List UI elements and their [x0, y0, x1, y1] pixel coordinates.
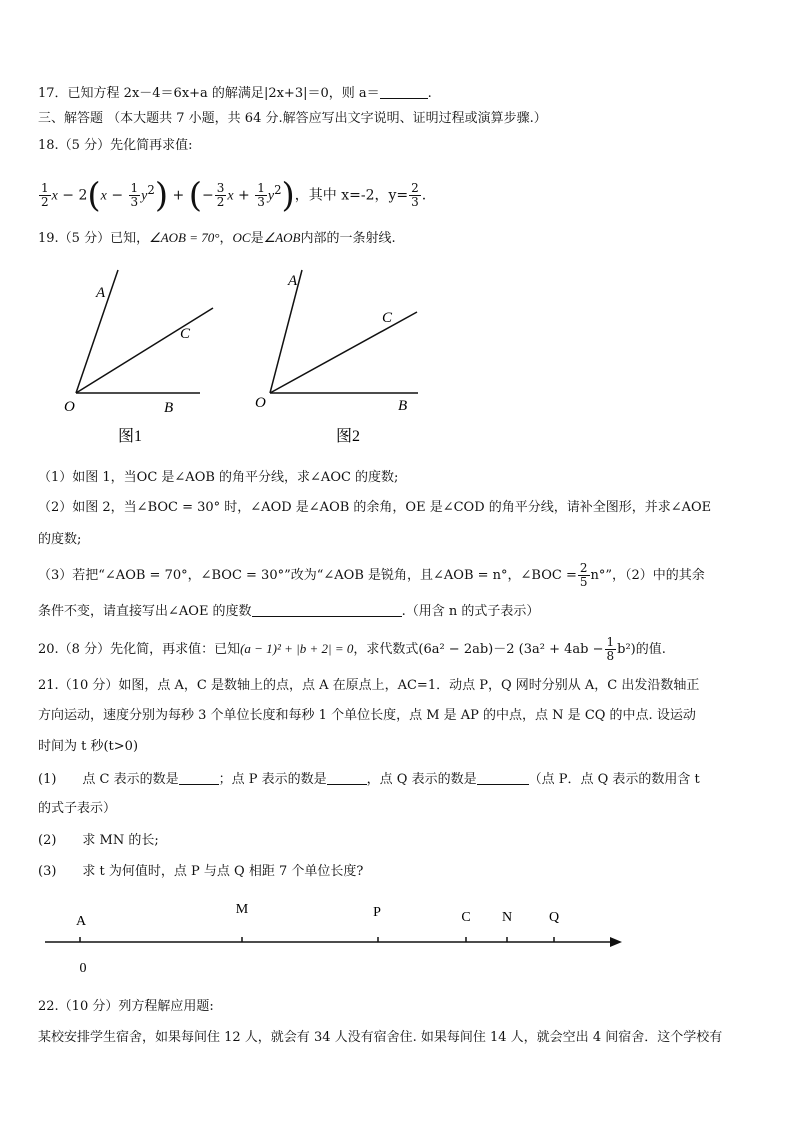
question-21-sub-3: (3) 求 t 为何值时，点 P 与点 Q 相距 7 个单位长度? — [38, 864, 364, 879]
angle-figures — [0, 260, 794, 450]
question-17: 17．已知方程 2x－4＝6x+a 的解满足|2x+3|＝0，则 a＝ . — [38, 86, 432, 101]
answer-blank — [252, 602, 402, 617]
question-21-sub-1-cont: 的式子表示） — [38, 801, 117, 816]
arrow-right-icon — [610, 937, 622, 947]
answer-blank — [327, 770, 367, 785]
question-21-line-2: 方向运动，速度分别为每秒 3 个单位长度和每秒 1 个单位长度，点 M 是 AP 的中点，点 N 是 CQ 的中点. 设运动 — [38, 708, 696, 723]
svg-text:C: C — [180, 326, 191, 342]
label-p: P — [373, 905, 381, 920]
question-18-head: 18.（5 分）先化简再求值: — [38, 138, 193, 153]
question-19-part-3-cont: 条件不变，请直接写出∠AOE 的度数 .（用含 n 的式子表示） — [38, 604, 540, 619]
question-19-part-1: （1）如图 1，当OC 是∠AOB 的角平分线，求∠AOC 的度数; — [38, 470, 399, 485]
label-n: N — [501, 910, 513, 925]
ray-oc — [270, 312, 417, 393]
answer-blank — [380, 84, 428, 99]
section-heading: 三、解答题 （本大题共 7 小题，共 64 分.解答应写出文字说明、证明过程或演算步骤.） — [38, 111, 547, 126]
question-22-head: 22.（10 分）列方程解应用题: — [38, 999, 214, 1014]
question-19-part-2: （2）如图 2，当∠BOC = 30° 时，∠AOD 是∠AOB 的余角，OE 是∠COD 的角平分线，请补全图形，并求∠AOE — [38, 500, 712, 515]
question-21-sub-2: (2) 求 MN 的长; — [38, 833, 159, 848]
question-20: 20.（8 分）先化简，再求值：已知(a − 1)² + |b + 2| = 0，求代数式(6a² − 2ab)－2 (3a² + 4ab − $\frac{1}{8}$ b²)的值. — [38, 635, 666, 663]
svg-text:B: B — [164, 400, 174, 416]
svg-text:B: B — [398, 398, 408, 414]
ray-oa — [270, 270, 302, 393]
figure-2-caption: 图2 — [336, 428, 361, 445]
label-q: Q — [548, 910, 560, 925]
ray-oc — [76, 308, 213, 393]
svg-text:O: O — [64, 399, 75, 415]
question-22-body: 某校安排学生宿舍，如果每间住 12 人，就会有 34 人没有宿舍住. 如果每间住 14 人，就会空出 4 间宿舍．这个学校有 — [38, 1030, 723, 1045]
svg-text:A: A — [288, 273, 298, 289]
label-c: C — [461, 910, 471, 925]
question-19-part-3: （3）若把“∠AOB = 70°，∠BOC = 30°”改为“∠AOB 是锐角，且∠AOB = n°，∠BOC = $\frac{2}{5}$ n°”，（2）中的其余 — [38, 561, 705, 589]
label-a: A — [75, 914, 87, 929]
label-m: M — [235, 902, 249, 917]
question-19-part-2-cont: 的度数; — [38, 532, 82, 547]
question-21-line-1: 21.（10 分）如图，点 A，C 是数轴上的点，点 A 在原点上，AC=1．动点 P，Q 网时分别从 A，C 出发沿数轴正 — [38, 678, 700, 693]
svg-text:O: O — [255, 395, 266, 411]
question-18-expression: $\frac{1}{2}$ x − 2(x − $\frac{1}{3}$ $y^2$) + (− $\frac{3}{2}$ x + $\frac{1}{3}$ $y^2$)，其中 x=-2，y= $\frac{2}{3}$ . — [41, 175, 427, 216]
question-19-head: 19.（5 分）已知，∠AOB = 70°，OC是∠AOB内部的一条射线. — [38, 230, 396, 246]
question-21-line-3: 时间为 t 秒(t>0) — [38, 739, 139, 754]
figure-2 — [255, 270, 418, 445]
figure-1 — [64, 270, 213, 445]
figure-1-caption: 图1 — [118, 428, 143, 445]
number-line — [0, 895, 794, 985]
answer-blank — [477, 770, 529, 785]
label-zero: 0 — [79, 961, 87, 976]
question-21-sub-1: (1) 点 C 表示的数是 ；点 P 表示的数是 ，点 Q 表示的数是 （点 P．点 Q 表示的数用含 t — [38, 772, 700, 787]
answer-blank — [179, 770, 219, 785]
svg-text:A: A — [96, 285, 106, 301]
svg-text:C: C — [382, 310, 393, 326]
